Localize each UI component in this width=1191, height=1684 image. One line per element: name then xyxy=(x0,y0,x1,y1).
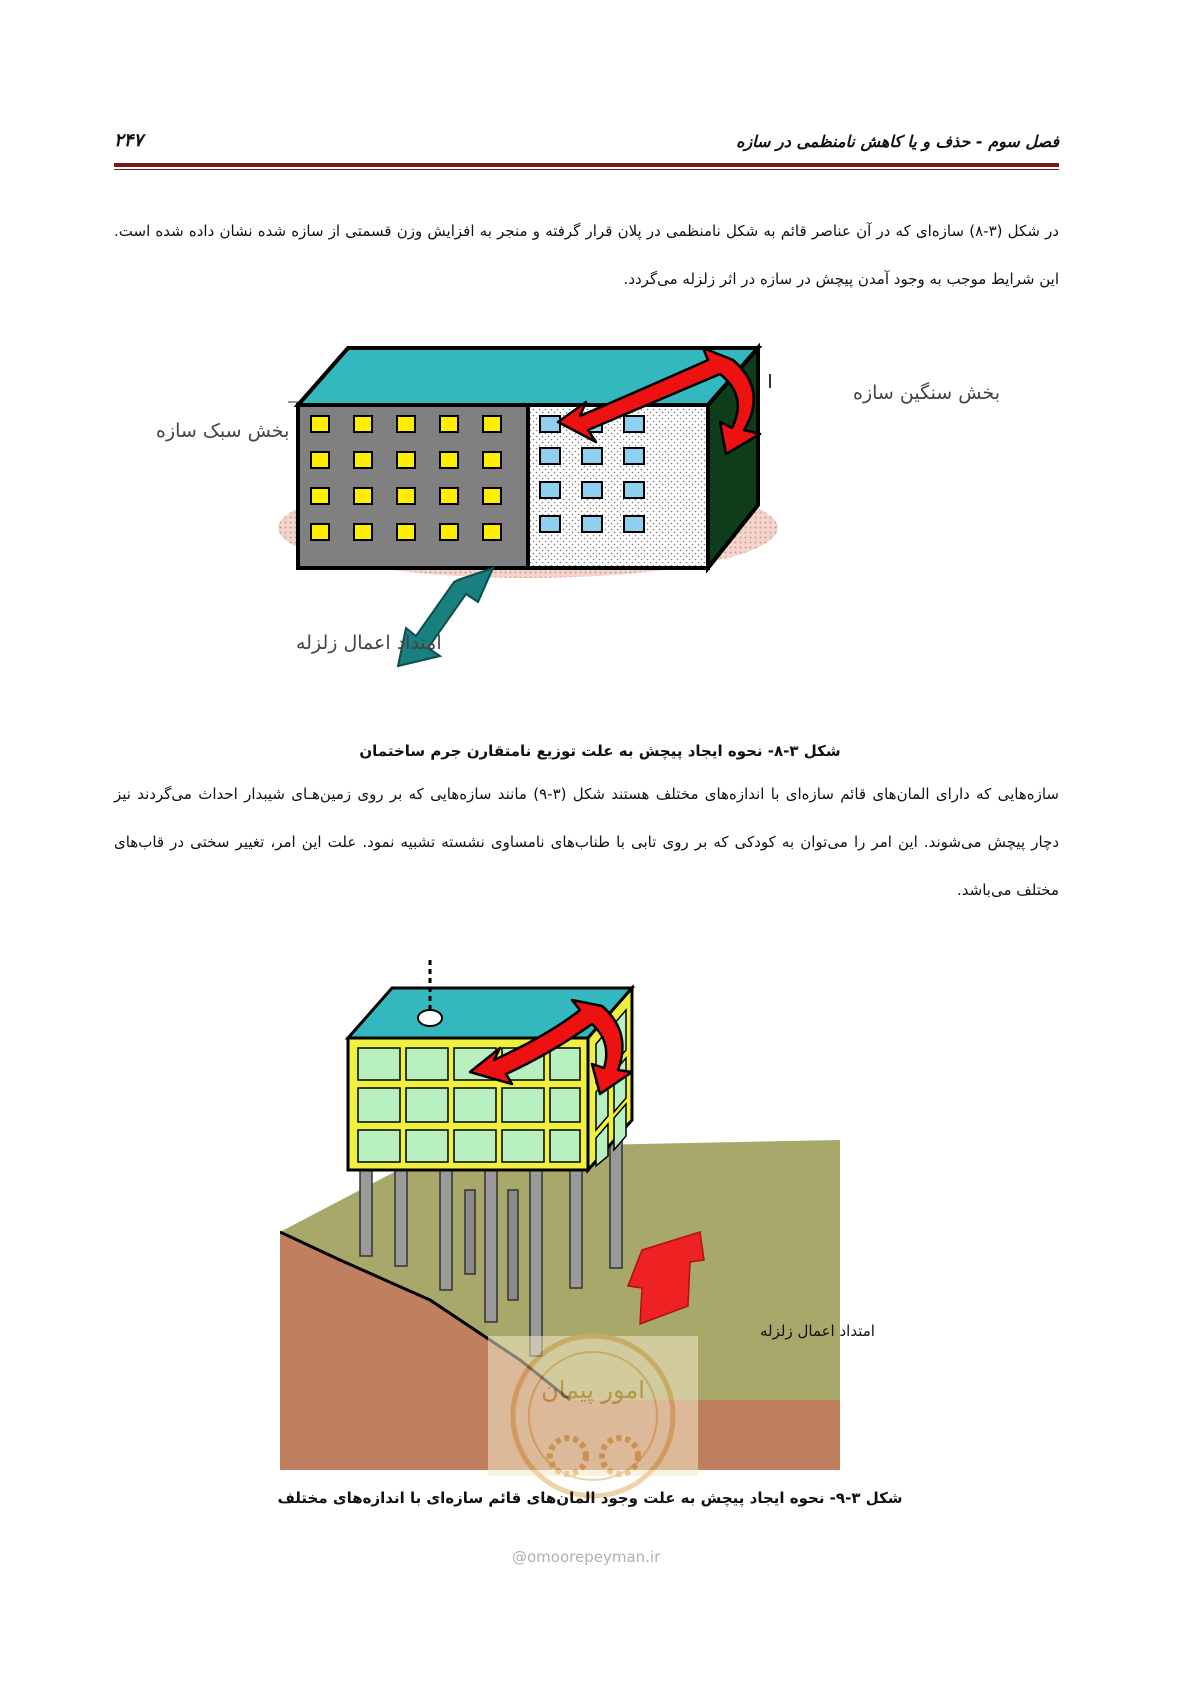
label-heavy-part: بخش سنگین سازه xyxy=(853,382,1001,404)
site-watermark-text: omoorepeyman.ir xyxy=(527,1548,661,1566)
page-number: ۲۴۷ xyxy=(114,130,144,151)
label-light-part: بخش سبک سازه xyxy=(156,420,290,442)
label-earthquake-direction: امتداد اعمال زلزله xyxy=(760,1322,875,1340)
site-watermark: @omoorepeyman.ir xyxy=(512,1548,661,1566)
watermark-logo-text: امور پیمان xyxy=(541,1376,645,1404)
figure-2-caption: شکل ۳-۹- نحوه ایجاد پیچش به علت وجود المان‌های قائم سازه‌ای با اندازه‌های مختلف xyxy=(277,1489,903,1507)
page-header xyxy=(114,128,1059,168)
figure-mass-eccentricity xyxy=(148,330,1028,726)
header-rule xyxy=(114,163,1059,167)
paragraph-1: در شکل (۳-۸) سازه‌ای که در آن عناصر قائم به شکل نامنظمی در پلان قرار گرفته و منجر به افزایش وزن قسمتی از سازه شده نشان داده شده است. این شرایط موجب به وجود آمدن پیچش در سازه در اثر زلزله می‌گردد. xyxy=(114,222,1059,288)
watermark-logo xyxy=(488,1326,698,1506)
roof-marker xyxy=(418,1010,442,1026)
label-earthquake-direction: امتداد اعمال زلزله xyxy=(296,632,442,654)
figure-1-caption: شکل ۳-۸- نحوه ایجاد پیچش به علت توزیع نامتقارن جرم ساختمان xyxy=(359,742,841,760)
chapter-title: فصل سوم - حذف و یا کاهش نامنظمی در سازه xyxy=(736,132,1059,151)
header-rule-thin xyxy=(114,169,1059,170)
paragraph-2: سازه‌هایی که دارای المان‌های قائم سازه‌ای با اندازه‌های مختلف هستند شکل (۳-۹) مانند سازه‌هایی که بر روی زمین‌هـای شیبدار احداث می‌گردند نیز دچار پیچش می‌شوند. این امر را می‌توان به کودکی که بر روی تابی با طناب‌های نامساوی نشسته تشبیه نمود. علت این امر، تغییر سختی در قاب‌های مختلف می‌باشد. xyxy=(114,785,1059,899)
